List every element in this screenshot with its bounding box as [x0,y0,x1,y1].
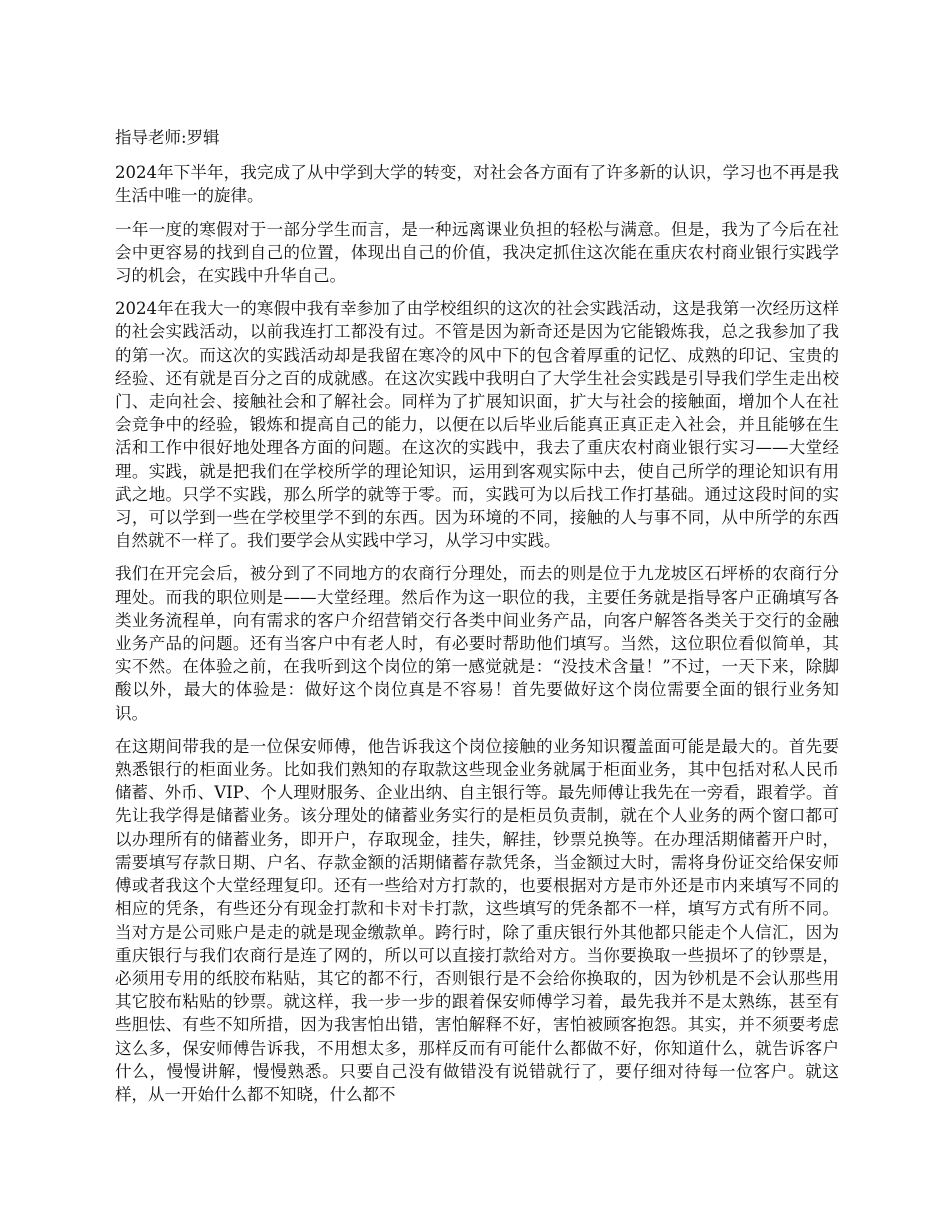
paragraph-1: 2024年下半年，我完成了从中学到大学的转变，对社会各方面有了许多新的认识，学习也不再是我生活中唯一的旋律。 [115,163,839,206]
advisor-line: 指导老师:罗辑 [115,128,220,147]
document-page [115,126,839,1116]
paragraph-2: 一年一度的寒假对于一部分学生而言，是一种远离课业负担的轻松与满意。但是，我为了今后在社会中更容易的找到自己的位置，体现出自己的价值，我决定抓住这次能在重庆农村商业银行实践学习的机会，在实践中升华自己。 [115,219,839,286]
paragraph-3: 2024年在我大一的寒假中我有幸参加了由学校组织的这次的社会实践活动，这是我第一次经历这样的社会实践活动，以前我连打工都没有过。不管是因为新奇还是因为它能锻炼我，总之我参加了我的第一次。而这次的实践活动却是我留在寒冷的风中下的包含着厚重的记忆、成熟的印记、宝贵的经验、还有就是百分之百的成就感。在这次实践中我明白了大学生社会实践是引导我们学生走出校门、走向社会、接触社会和了解社会。同样为了扩展知识面，扩大与社会的接触面，增加个人在社会竞争中的经验，锻炼和提高自己的能力，以便在以后毕业后能真正真正走入社会，并且能够在生活和工作中很好地处理各方面的问题。在这次的实践中，我去了重庆农村商业银行实习——大堂经理。实践，就是把我们在学校所学的理论知识，运用到客观实际中去，使自己所学的理论知识有用武之地。只学不实践，那么所学的就等于零。而，实践可为以后找工作打基础。通过这段时间的实习，可以学到一些在学校里学不到的东西。因为环境的不同，接触的人与事不同，从中所学的东西自然就不一样了。我们要学会从实践中学习，从学习中实践。 [115,299,839,551]
paragraph-5: 在这期间带我的是一位保安师傅，他告诉我这个岗位接触的业务知识覆盖面可能是最大的。首先要熟悉银行的柜面业务。比如我们熟知的存取款这些现金业务就属于柜面业务，其中包括对私人民币储蓄、外币、VIP、个人理财服务、企业出纳、自主银行等。最先师傅让我先在一旁看，跟着学。首先让我学得是储蓄业务。该分理处的储蓄业务实行的是柜员负责制，就在个人业务的两个窗口都可以办理所有的储蓄业务，即开户，存取现金，挂失，解挂，钞票兑换等。在办理活期储蓄开户时，需要填写存款日期、户名、存款金额的活期储蓄存款凭条，当金额过大时，需将身份证交给保安师傅或者我这个大堂经理复印。还有一些给对方打款的，也要根据对方是市外还是市内来填写不同的相应的凭条，有些还分有现金打款和卡对卡打款，这些填写的凭条都不一样，填写方式有所不同。当对方是公司账户是走的就是现金缴款单。跨行时，除了重庆银行外其他都只能走个人信汇，因为重庆银行与我们农商行是连了网的，所以可以直接打款给对方。当你要换取一些损坏了的钞票是，必须用专用的纸胶布粘贴，其它的都不行，否则银行是不会给你换取的，因为钞机是不会认那些用其它胶布粘贴的钞票。就这样，我一步一步的跟着保安师傅学习着，最先我并不是太熟练，甚至有些胆怯、有些不知所措，因为我害怕出错，害怕解释不好，害怕被顾客抱怨。其实，并不须要考虑这么多，保安师傅告诉我，不用想太多，那样反而有可能什么都做不好，你知道什么，就告诉客户什么，慢慢讲解，慢慢熟悉。只要自己没有做错没有说错就行了，要仔细对待每一位客户。就这样，从一开始什么都不知晓，什么都不 [115,736,839,1104]
paragraph-4: 我们在开完会后，被分到了不同地方的农商行分理处，而去的则是位于九龙坡区石坪桥的农商行分理处。而我的职位则是——大堂经理。然后作为这一职位的我，主要任务就是指导客户正确填写各类业务流程单，向有需求的客户介绍营销交行各类中间业务产品，向客户解答各类关于交行的金融业务产品的问题。还有当客户中有老人时，有必要时帮助他们填写。当然，这位职位看似简单，其实不然。在体验之前，在我听到这个岗位的第一感觉就是：“没技术含量！”不过，一天下来，除脚酸以外，最大的体验是：做好这个岗位真是不容易！首先要做好这个岗位需要全面的银行业务知识。 [115,564,839,723]
